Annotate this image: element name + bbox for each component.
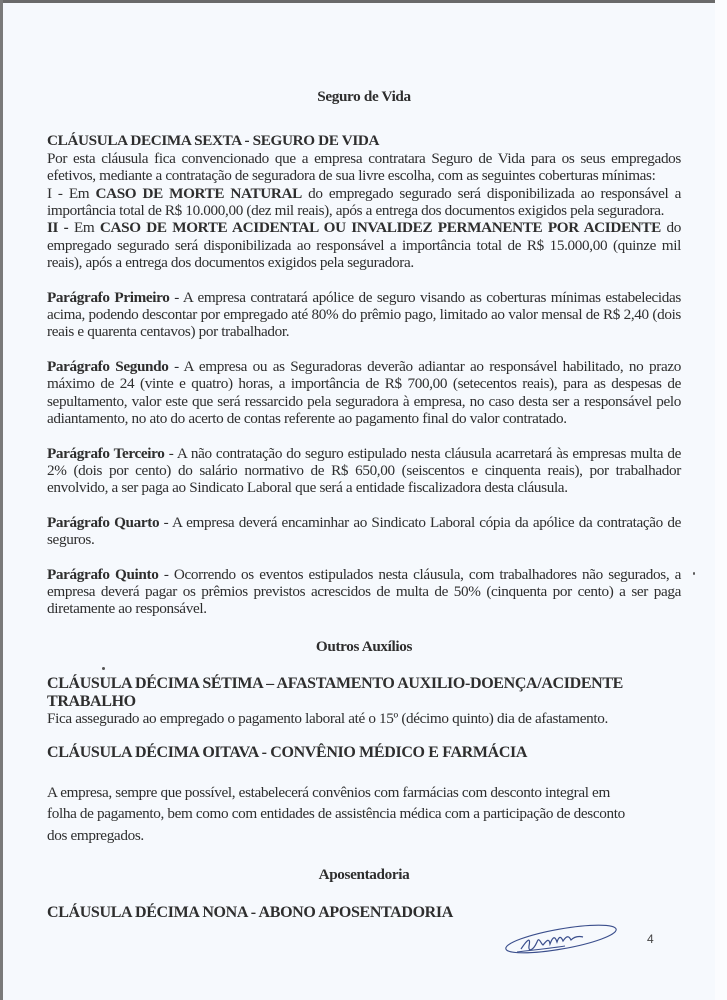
clause-17-title: CLÁUSULA DÉCIMA SÉTIMA – AFASTAMENTO AUXILIO-DOENÇA/ACIDENTE TRABALHO [47,675,623,710]
section-title-aposentadoria: Aposentadoria [318,866,410,884]
paragrafo-terceiro [47,445,681,497]
clause-17-text: Fica assegurado ao empregado o pagamento laboral até o 15º (décimo quinto) dia de afastamento. [47,709,608,727]
scan-left-edge [0,0,3,1000]
scan-speck [102,667,105,670]
paragrafo-text: - A empresa deverá encaminhar ao Sindicato Laboral cópia da apólice da contratação de seguros. [47,513,681,549]
paragrafo-text: - A empresa ou as Seguradoras deverão adiantar ao responsável habilitado, no prazo máximo de 24 (vinte e quatro) horas, a importância de R$ 700,00 (setecentos reais), para as despesas de sepultamento, valor este que será ressarcido pela seguradora à empresa, no caso desta ser a responsável pelo adiantamento, no ato do acerto de contas referente ao pagamento final do valor contratado. [47,357,681,428]
item-2-text: do empregado segurado será disponibilizada ao responsável a importância total de R$ 15.000,00 (quinze mil reais), após a entrega dos documentos exigidos pela seguradora. [47,219,681,272]
paragrafo-text: - Ocorrendo os eventos estipulados nesta cláusula, com trabalhadores não segurados, a empresa deverá pagar os prêmios previstos acrescidos de multa de 50% (cinquenta por cento) a ser paga diretamente ao responsável. [47,565,682,618]
item-2-bold: CASO DE MORTE ACIDENTAL OU INVALIDEZ PERMANENTE POR ACIDENTE [99,219,661,237]
scan-speck [693,572,695,575]
clause-16-item-2 [47,219,681,271]
signature-icon [503,922,623,958]
paragrafo-label: Parágrafo Primeiro [47,288,170,306]
clause-16-item-1 [47,185,681,220]
page-number: 4 [647,932,654,946]
clause-19-title: CLÁUSULA DÉCIMA NONA - ABONO APOSENTADORIA [47,903,453,921]
paragrafo-label: Parágrafo Quarto [47,513,160,531]
item-2-prefix: II - [47,219,74,237]
section-title-seguro-de-vida: Seguro de Vida [317,88,411,105]
item-1-prefix: I - Em [47,184,96,202]
section-title-outros-auxilios: Outros Auxílios [315,637,413,655]
item-1-text: do empregado segurado será disponibilizada ao responsável a importância total de R$ 10.000,00 (dez mil reais), após a entrega dos documentos exigidos pela seguradora. [47,184,681,220]
paragrafo-text: - A empresa contratará apólice de seguro visando as coberturas mínimas estabelecidas acima, podendo descontar por empregado até 80% do prêmio pago, limitado ao valor mensal de R$ 2,40 (dois reais e quarenta centavos) por trabalhador. [47,288,681,341]
item-1-bold: CASO DE MORTE NATURAL [95,184,302,202]
paragrafo-quarto [47,514,681,549]
scan-right-margin [715,0,727,1000]
scan-top-edge [0,0,727,3]
clause-16-title: CLÁUSULA DECIMA SEXTA - SEGURO DE VIDA [47,132,380,150]
paragrafo-quinto [47,566,681,618]
document-page [47,88,681,921]
paragrafo-label: Parágrafo Segundo [47,357,169,375]
paragrafo-label: Parágrafo Terceiro [47,444,165,462]
clause-18-title: CLÁUSULA DÉCIMA OITAVA - CONVÊNIO MÉDICO E FARMÁCIA [47,744,528,762]
paragrafo-segundo [47,358,681,428]
clause-18-text: A empresa, sempre que possível, estabelecerá convênios com farmácias com desconto integral em folha de pagamento, bem como com entidades de assistência médica com a participação de desconto dos empregados. [47,783,625,844]
paragrafo-primeiro [47,289,681,341]
clause-16-intro: Por esta cláusula fica convencionado que a empresa contratara Seguro de Vida para os seus empregados efetivos, mediante a contratação de seguradora de sua livre escolha, com as seguintes coberturas mínimas: [47,149,681,185]
paragrafo-text: - A não contratação do seguro estipulado nesta cláusula acarretará às empresas multa de 2% (dois por cento) do salário normativo de R$ 650,00 (seiscentos e cinquenta reais), por trabalhador envolvido, a ser paga ao Sindicato Laboral que será a entidade fiscalizadora desta cláusula. [47,444,681,497]
item-2-mid: Em [73,219,100,237]
paragrafo-label: Parágrafo Quinto [47,565,159,583]
